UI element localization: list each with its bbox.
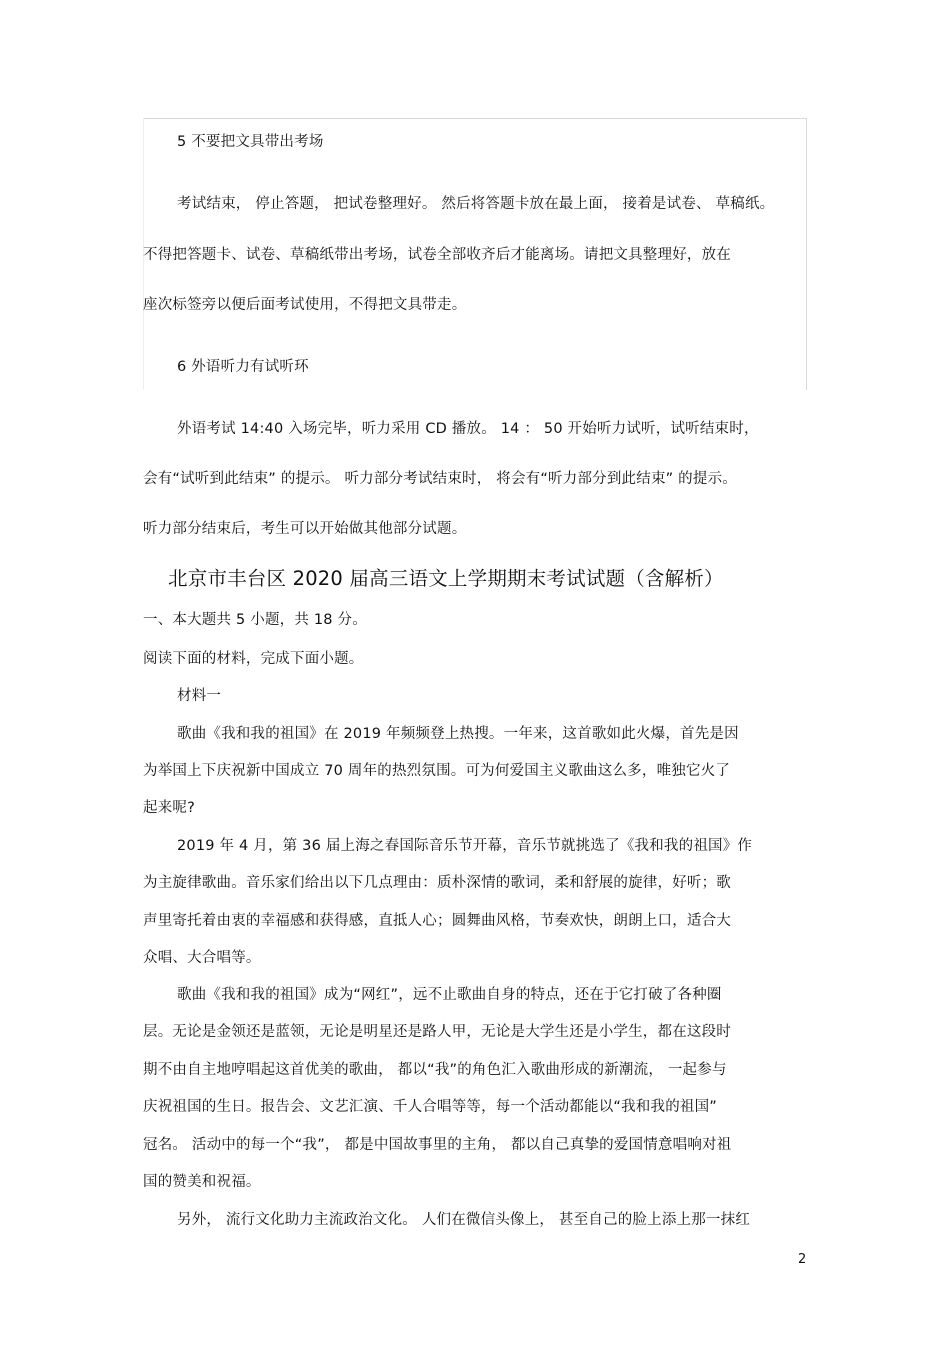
body-line: 另外， 流行文化助力主流政治文化。 人们在微信头像上， 甚至自己的脸上添上那一抹红 <box>177 1212 751 1228</box>
body-line: 歌曲《我和我的祖国》在 2019 年频频登上热搜。一年来，这首歌如此火爆，首先是因 <box>177 726 739 742</box>
body-line: 冠名。 活动中的每一个“我”， 都是中国故事里的主角， 都以自己真挚的爱国情意唱响对祖 <box>143 1137 732 1153</box>
section-heading: 一、本大题共 5 小题，共 18 分。 <box>143 612 367 628</box>
item6-line-3: 听力部分结束后，考生可以开始做其他部分试题。 <box>143 521 467 537</box>
body-line: 期不由自主地哼唱起这首优美的歌曲， 都以“我”的角色汇入歌曲形成的新潮流， 一起参与 <box>143 1062 727 1078</box>
item5-line-1: 考试结束， 停止答题， 把试卷整理好。 然后将答题卡放在最上面， 接着是试卷、 草稿纸。 <box>177 196 775 212</box>
body-line: 为主旋律歌曲。音乐家们给出以下几点理由：质朴深情的歌词，柔和舒展的旋律，好听；歌 <box>143 875 731 891</box>
body-line: 为举国上下庆祝新中国成立 70 周年的热烈氛围。可为何爱国主义歌曲这么多，唯独它火了 <box>143 763 731 779</box>
item5-line-2: 不得把答题卡、试卷、草稿纸带出考场，试卷全部收齐后才能离场。请把文具整理好，放在 <box>143 247 731 263</box>
notes-frame-right <box>806 118 807 390</box>
body-line: 起来呢? <box>143 800 195 816</box>
instruction: 阅读下面的材料，完成下面小题。 <box>143 651 364 667</box>
body-line: 众唱、大合唱等。 <box>143 950 261 966</box>
body-line: 声里寄托着由衷的幸福感和获得感，直抵人心；圆舞曲风格，节奏欢快，朗朗上口，适合大 <box>143 913 731 929</box>
item6-heading: 6 外语听力有试听环 <box>177 359 309 375</box>
material-label: 材料一 <box>177 688 222 704</box>
item5-line-3: 座次标签旁以便后面考试使用，不得把文具带走。 <box>143 297 467 313</box>
notes-frame-top <box>143 118 807 119</box>
item5-heading: 5 不要把文具带出考场 <box>177 134 324 150</box>
body-line: 层。无论是金领还是蓝领，无论是明星还是路人甲，无论是大学生还是小学生，都在这段时 <box>143 1024 731 1040</box>
exam-title: 北京市丰台区 2020 届高三语文上学期期末考试试题（含解析） <box>168 567 724 590</box>
body-line: 国的赞美和祝福。 <box>143 1174 261 1190</box>
item6-line-1: 外语考试 14:40 入场完毕，听力采用 CD 播放。 14 ： 50 开始听力试听，试听结束时， <box>177 421 759 437</box>
body-line: 歌曲《我和我的祖国》成为“网红”，远不止歌曲自身的特点，还在于它打破了各种圈 <box>177 987 722 1003</box>
page-number: 2 <box>798 1252 807 1267</box>
item6-line-2: 会有“试听到此结束” 的提示。 听力部分考试结束时， 将会有“听力部分到此结束” 的提示。 <box>143 471 737 487</box>
body-line: 2019 年 4 月，第 36 届上海之春国际音乐节开幕，音乐节就挑选了《我和我的祖国》作 <box>177 838 753 854</box>
body-line: 庆祝祖国的生日。报告会、文艺汇演、千人合唱等等，每一个活动都能以“我和我的祖国” <box>143 1099 718 1115</box>
